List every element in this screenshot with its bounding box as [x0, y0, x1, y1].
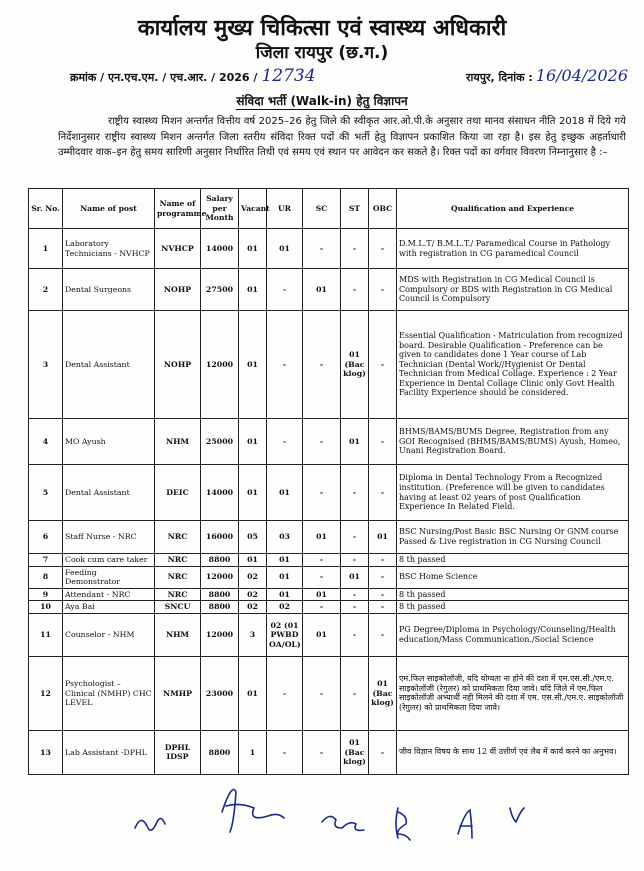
- cell-obc: -: [369, 269, 397, 311]
- header-vacant: Vacant: [239, 189, 267, 229]
- cell-sr-no: 8: [29, 566, 63, 588]
- cell-salary: 27500: [201, 269, 239, 311]
- cell-sc: -: [303, 554, 341, 567]
- cell-sr-no: 3: [29, 311, 63, 419]
- cell-sc: -: [303, 656, 341, 730]
- cell-vacant: 01: [239, 229, 267, 269]
- cell-salary: 23000: [201, 656, 239, 730]
- cell-qualification: 8 th passed: [397, 601, 629, 614]
- cell-salary: 12000: [201, 613, 239, 656]
- cell-ur: -: [267, 656, 303, 730]
- cell-ur: 02 (01 PWBD OA/OL): [267, 613, 303, 656]
- signature-6: [510, 808, 524, 822]
- cell-st: -: [341, 613, 369, 656]
- cell-post-name: Dental Surgeons: [63, 269, 155, 311]
- cell-sr-no: 12: [29, 656, 63, 730]
- cell-programme: NMHP: [155, 656, 201, 730]
- cell-qualification: D.M.L.T/ B.M.L.T./ Paramedical Course in Pathology with registration in CG paramedical Council: [397, 229, 629, 269]
- ref-label: क्रमांक / एन.एच.एम. / एच.आर. / 2026 /: [70, 71, 258, 84]
- cell-st: -: [341, 521, 369, 554]
- cell-post-name: Staff Nurse - NRC: [63, 521, 155, 554]
- cell-st: 01: [341, 566, 369, 588]
- cell-sc: -: [303, 601, 341, 614]
- office-title: कार्यालय मुख्य चिकित्सा एवं स्वास्थ्य अधिकारी: [137, 16, 507, 41]
- cell-vacant: 01: [239, 419, 267, 465]
- cell-vacant: 05: [239, 521, 267, 554]
- cell-st: -: [341, 601, 369, 614]
- cell-salary: 8800: [201, 601, 239, 614]
- signature-1: [135, 818, 165, 830]
- cell-qualification: PG Degree/Diploma in Psychology/Counseling/Health education/Mass Communication./Social Science: [397, 613, 629, 656]
- cell-vacant: 02: [239, 588, 267, 601]
- cell-st: 01 (Bac klog): [341, 311, 369, 419]
- cell-sc: 01: [303, 588, 341, 601]
- header-st: ST: [341, 189, 369, 229]
- cell-salary: 8800: [201, 588, 239, 601]
- cell-st: 01 (Bac klog): [341, 730, 369, 774]
- cell-qualification: BHMS/BAMS/BUMS Degree, Registration from any GOI Recognised (BHMS/BAMS/BUMS) Ayush, Homeo, Unani Registration Board.: [397, 419, 629, 465]
- cell-sc: -: [303, 311, 341, 419]
- cell-qualification: Diploma in Dental Technology From a Recognized institution. (Preference will be given to candidates having at least 02 years of post Qualification Experience In Related Field.: [397, 465, 629, 521]
- cell-ur: 01: [267, 465, 303, 521]
- place-label: रायपुर, दिनांक :: [465, 71, 533, 84]
- cell-post-name: Aya Bai: [63, 601, 155, 614]
- cell-post-name: Dental Assistant: [63, 465, 155, 521]
- cell-salary: 8800: [201, 554, 239, 567]
- cell-ur: -: [267, 419, 303, 465]
- cell-vacant: 02: [239, 601, 267, 614]
- cell-st: 01: [341, 419, 369, 465]
- cell-obc: -: [369, 730, 397, 774]
- cell-vacant: 1: [239, 730, 267, 774]
- header-post: Name of post: [63, 189, 155, 229]
- cell-ur: -: [267, 311, 303, 419]
- cell-programme: NRC: [155, 521, 201, 554]
- cell-sc: -: [303, 229, 341, 269]
- cell-st: -: [341, 269, 369, 311]
- cell-obc: 01 (Bac klog): [369, 656, 397, 730]
- cell-obc: -: [369, 465, 397, 521]
- signature-4: [396, 808, 410, 840]
- cell-st: -: [341, 588, 369, 601]
- cell-qualification: MDS with Registration in CG Medical Council is Compulsory or BDS with Registration in CG Medical Council is Compulsory: [397, 269, 629, 311]
- cell-sr-no: 7: [29, 554, 63, 567]
- cell-sc: -: [303, 465, 341, 521]
- cell-ur: 03: [267, 521, 303, 554]
- cell-sc: -: [303, 419, 341, 465]
- header-ur: UR: [267, 189, 303, 229]
- cell-obc: -: [369, 613, 397, 656]
- cell-post-name: Counselor - NHM: [63, 613, 155, 656]
- cell-post-name: Attendant - NRC: [63, 588, 155, 601]
- cell-vacant: 01: [239, 465, 267, 521]
- cell-sc: 01: [303, 521, 341, 554]
- cell-sc: 01: [303, 269, 341, 311]
- signature-2: [222, 790, 284, 833]
- cell-st: -: [341, 229, 369, 269]
- cell-qualification: Essential Qualification - Matriculation from recognized board. Desirable Qualification - Preference can be given to candidates done 1 Year course of Lab Technician (Dental Work//Hygienist Or Dental Technician from Medical Collage. Experience : 2 Year Experience in Dental Collage Clinic only Govt Health Facility Experience should be considered.: [397, 311, 629, 419]
- cell-post-name: Lab Assistant -DPHL: [63, 730, 155, 774]
- cell-qualification: जीव विज्ञान विषय के साथ 12 वीं उत्तीर्ण एवं लैब में कार्य करने का अनुभव।: [397, 730, 629, 774]
- cell-ur: 01: [267, 554, 303, 567]
- cell-ur: 01: [267, 566, 303, 588]
- cell-qualification: 8 th passed: [397, 588, 629, 601]
- cell-ur: 01: [267, 588, 303, 601]
- cell-obc: -: [369, 311, 397, 419]
- ref-number-handwritten: 12734: [261, 66, 316, 86]
- cell-salary: 14000: [201, 229, 239, 269]
- cell-obc: -: [369, 229, 397, 269]
- cell-sr-no: 9: [29, 588, 63, 601]
- cell-sc: 01: [303, 613, 341, 656]
- cell-qualification: एम.फिल साइकोलॉजी, यदि योग्यता ना होने की दशा में एम.एस.सी./एम.ए. साइकोलॉजी (रेगुलर) को प्राथमिकता दिया जावे। यदि जिले में एम.फिल साइकोलॉजी अभ्यार्थी नही मिलने की दशा में एम. एस.सी./एम.ए. साइकोलॉजी (रेगुलर) को प्राथमिकता दिया जावे।: [397, 656, 629, 730]
- cell-programme: NHM: [155, 419, 201, 465]
- cell-programme: NRC: [155, 588, 201, 601]
- cell-salary: 14000: [201, 465, 239, 521]
- cell-vacant: 01: [239, 311, 267, 419]
- cell-sr-no: 6: [29, 521, 63, 554]
- cell-vacant: 02: [239, 566, 267, 588]
- cell-vacant: 3: [239, 613, 267, 656]
- cell-qualification: BSC Home Science: [397, 566, 629, 588]
- cell-obc: -: [369, 588, 397, 601]
- cell-st: -: [341, 465, 369, 521]
- district-title: जिला रायपुर (छ.ग.): [255, 43, 389, 63]
- cell-sc: -: [303, 730, 341, 774]
- cell-vacant: 01: [239, 656, 267, 730]
- cell-sr-no: 11: [29, 613, 63, 656]
- header-sc: SC: [303, 189, 341, 229]
- cell-ur: -: [267, 269, 303, 311]
- cell-st: -: [341, 554, 369, 567]
- cell-programme: DPHL IDSP: [155, 730, 201, 774]
- cell-salary: 12000: [201, 311, 239, 419]
- cell-sr-no: 2: [29, 269, 63, 311]
- cell-sc: -: [303, 566, 341, 588]
- cell-post-name: Laboratory Technicians - NVHCP: [63, 229, 155, 269]
- signature-5: [458, 810, 472, 838]
- header-obc: OBC: [369, 189, 397, 229]
- subject-text: संविदा भर्ती (Walk-in) हेतु विज्ञापन: [236, 94, 408, 108]
- cell-ur: -: [267, 730, 303, 774]
- cell-sr-no: 1: [29, 229, 63, 269]
- cell-salary: 8800: [201, 730, 239, 774]
- header-sr-no: Sr. No.: [29, 189, 63, 229]
- intro-paragraph: राष्ट्रीय स्वास्थ्य मिशन अन्तर्गत वित्तीय वर्ष 2025–26 हेतु जिले की स्वीकृत आर.ओ.पी.के अनुसार तथा मानव संसाधन नीति 2018 में दिये गये निर्देशानुसार राष्ट्रीय स्वास्थ्य मिशन अन्तर्गत जिला स्तरीय संविदा रिक्त पदों की भर्ती हेतु विज्ञापन प्रकाशित किया जा रहा है। इस हेतु इच्छुक अहर्ताधारी उम्मीदवार वाक–इन हेतु समय सारिणी अनुसार निर्धारित तिथी एवं समय एवं स्थान पर आवेदन कर सकते है। रिक्त पदों का वर्गवार विवरण निम्नानुसार है :–: [58, 116, 626, 158]
- cell-vacant: 01: [239, 269, 267, 311]
- cell-salary: 16000: [201, 521, 239, 554]
- cell-vacant: 01: [239, 554, 267, 567]
- cell-programme: NRC: [155, 554, 201, 567]
- header-qualification: Qualification and Experience: [397, 189, 629, 229]
- cell-ur: 02: [267, 601, 303, 614]
- cell-programme: NOHP: [155, 311, 201, 419]
- cell-st: -: [341, 656, 369, 730]
- cell-post-name: Cook cum care taker: [63, 554, 155, 567]
- cell-sr-no: 13: [29, 730, 63, 774]
- cell-ur: 01: [267, 229, 303, 269]
- cell-qualification: 8 th passed: [397, 554, 629, 567]
- cell-post-name: Psychologist – Clinical (NMHP) CHC LEVEL: [63, 656, 155, 730]
- signature-3: [322, 816, 364, 830]
- cell-sr-no: 4: [29, 419, 63, 465]
- header-programme: Name of programme: [155, 189, 201, 229]
- cell-programme: NVHCP: [155, 229, 201, 269]
- cell-qualification: BSC Nursing/Post Basic BSC Nursing Or GNM course Passed & Live registration in CG Nursing Council: [397, 521, 629, 554]
- cell-obc: 01: [369, 521, 397, 554]
- cell-programme: SNCU: [155, 601, 201, 614]
- date-handwritten: 16/04/2026: [535, 66, 628, 85]
- cell-post-name: MO Ayush: [63, 419, 155, 465]
- cell-programme: NHM: [155, 613, 201, 656]
- cell-programme: DEIC: [155, 465, 201, 521]
- cell-post-name: Feeding Demonstrator: [63, 566, 155, 588]
- cell-obc: -: [369, 601, 397, 614]
- cell-salary: 25000: [201, 419, 239, 465]
- cell-programme: NOHP: [155, 269, 201, 311]
- cell-salary: 12000: [201, 566, 239, 588]
- cell-obc: -: [369, 554, 397, 567]
- cell-post-name: Dental Assistant: [63, 311, 155, 419]
- cell-programme: NRC: [155, 566, 201, 588]
- cell-sr-no: 10: [29, 601, 63, 614]
- cell-sr-no: 5: [29, 465, 63, 521]
- cell-obc: -: [369, 566, 397, 588]
- header-salary: Salary per Month: [201, 189, 239, 229]
- cell-obc: -: [369, 419, 397, 465]
